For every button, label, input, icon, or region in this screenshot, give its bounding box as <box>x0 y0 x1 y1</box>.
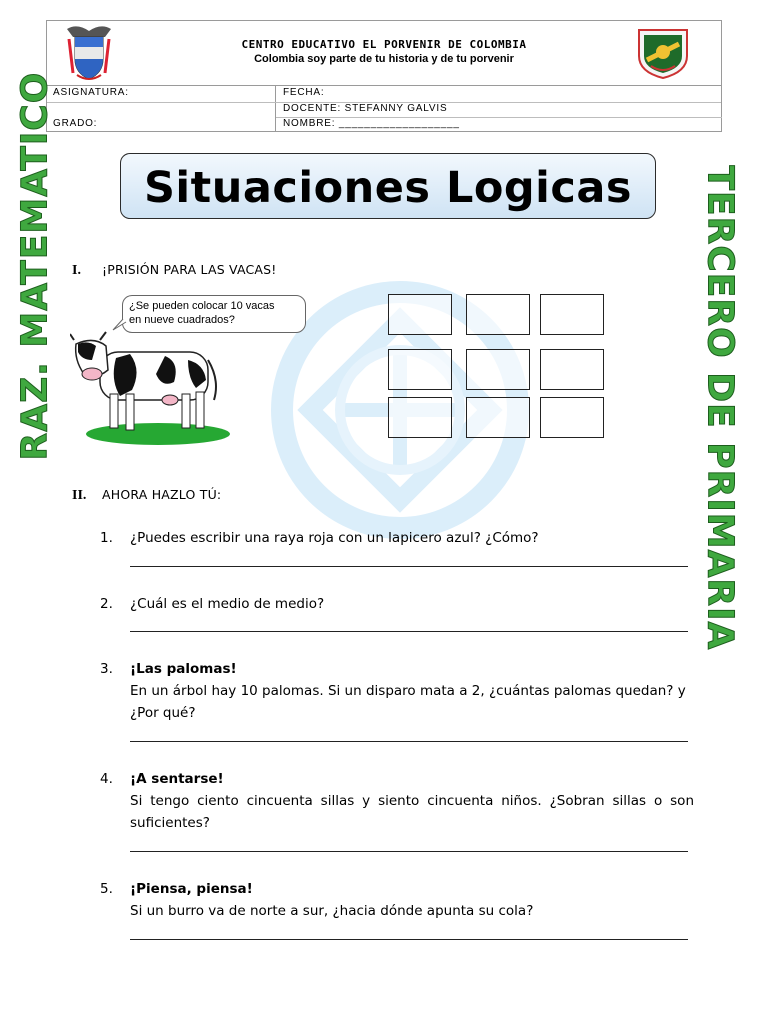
subject-vertical-title: RAZ. MATEMATICO <box>14 71 56 461</box>
question-4-block <box>130 768 694 834</box>
grade-vertical-title: TERCERO DE PRIMARIA <box>699 165 741 651</box>
question-1-number: 1. <box>100 530 113 546</box>
answer-line-2[interactable] <box>130 631 688 632</box>
row-asignatura <box>47 85 721 103</box>
fecha-label: FECHA: <box>283 87 325 98</box>
school-name: CENTRO EDUCATIVO EL PORVENIR DE COLOMBIA <box>241 38 527 51</box>
question-3-number: 3. <box>100 661 113 677</box>
question-5-text: Si un burro va de norte a sur, ¿hacia dónde apunta su cola? <box>130 903 534 919</box>
section-2-heading <box>72 487 221 504</box>
section-1-number: I. <box>72 263 81 278</box>
question-3-text: En un árbol hay 10 palomas. Si un disparo mata a 2, ¿cuántas palomas quedan? y ¿Por qué? <box>130 683 686 721</box>
bubble-line-2: en nueve cuadrados? <box>129 314 235 326</box>
nombre-label: NOMBRE: ___________________ <box>283 118 460 129</box>
question-5-title: ¡Piensa, piensa! <box>130 881 253 897</box>
question-4-title: ¡A sentarse! <box>130 771 224 787</box>
title-banner <box>120 153 656 219</box>
answer-line-1[interactable] <box>130 566 688 567</box>
school-shield-icon <box>635 26 691 80</box>
question-4-number: 4. <box>100 771 113 787</box>
grado-label: GRADO: <box>53 118 98 129</box>
section-1-heading <box>72 262 277 279</box>
section-2-title: AHORA HAZLO TÚ: <box>102 487 222 502</box>
school-motto: Colombia soy parte de tu historia y de tu porvenir <box>254 53 514 65</box>
question-2-number: 2. <box>100 596 113 612</box>
question-5-number: 5. <box>100 881 113 897</box>
square-4 <box>388 349 452 390</box>
square-5 <box>466 349 530 390</box>
page-title: Situaciones Logicas <box>143 163 633 213</box>
square-7 <box>388 397 452 438</box>
square-6 <box>540 349 604 390</box>
question-5-block <box>130 878 694 922</box>
square-1 <box>388 294 452 335</box>
cow-icon <box>70 330 230 448</box>
asignatura-label: ASIGNATURA: <box>53 87 129 98</box>
question-3-block <box>130 658 694 724</box>
school-header <box>46 20 722 132</box>
square-3 <box>540 294 604 335</box>
answer-line-3[interactable] <box>130 741 688 742</box>
bubble-line-1: ¿Se pueden colocar 10 vacas <box>129 300 275 312</box>
row-grado <box>47 117 721 132</box>
docente-label: DOCENTE: STEFANNY GALVIS <box>283 103 448 114</box>
answer-line-5[interactable] <box>130 939 688 940</box>
square-2 <box>466 294 530 335</box>
answer-line-4[interactable] <box>130 851 688 852</box>
square-9 <box>540 397 604 438</box>
row-docente <box>276 102 722 118</box>
speech-bubble <box>122 295 306 333</box>
section-1-title: ¡PRISIÓN PARA LAS VACAS! <box>102 262 277 277</box>
question-3-title: ¡Las palomas! <box>130 661 237 677</box>
question-2-text: ¿Cuál es el medio de medio? <box>130 596 325 612</box>
section-2-number: II. <box>72 488 87 503</box>
square-8 <box>466 397 530 438</box>
header-top <box>47 21 721 86</box>
question-4-text: Si tengo ciento cincuenta sillas y siento cincuenta niños. ¿Sobran sillas o son suficientes? <box>130 793 694 831</box>
question-1-text: ¿Puedes escribir una raya roja con un lapicero azul? ¿Cómo? <box>130 530 539 546</box>
